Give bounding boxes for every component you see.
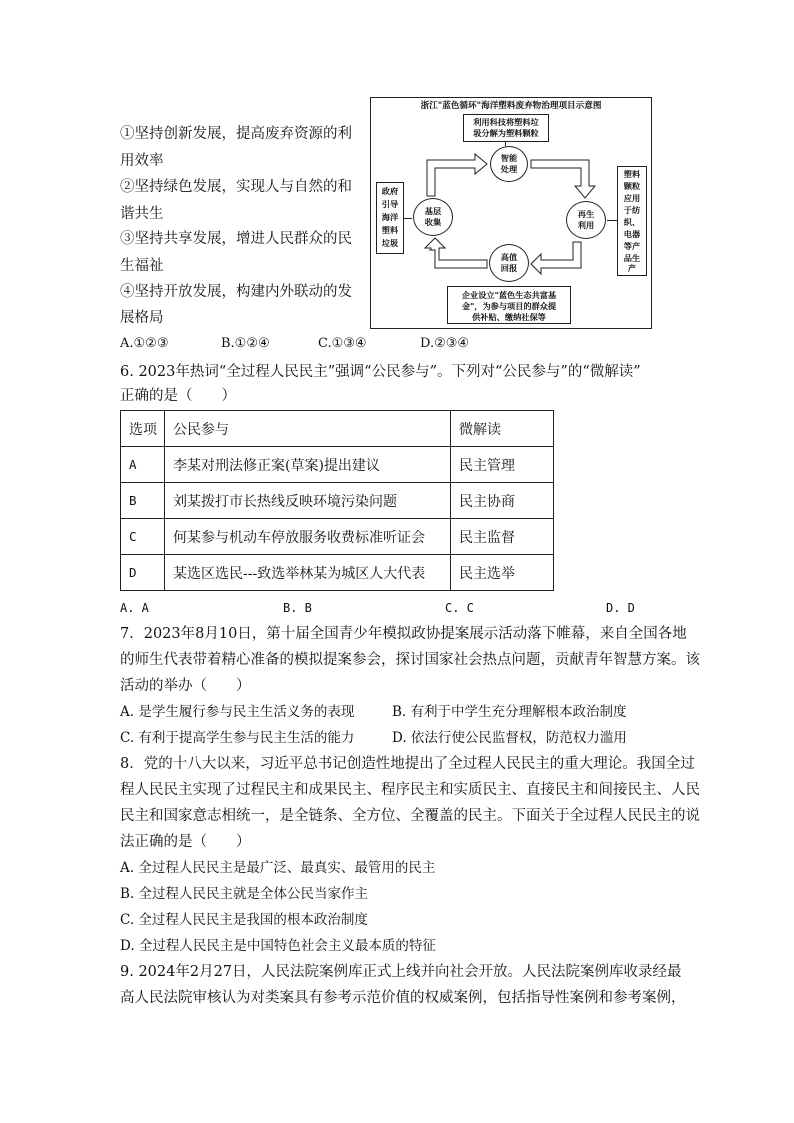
- q5-option-line-8: 展格局: [120, 310, 164, 326]
- table-header-cell: 选项: [121, 411, 165, 447]
- q7-stem-line-2: 的师生代表带着精心准备的模拟提案参会，探讨国家社会热点问题，贡献青年智慧方案。该: [120, 652, 700, 668]
- diagram-right-box-line-6: 电器: [623, 229, 641, 239]
- q5-answer-c[interactable]: C.①③④: [318, 336, 367, 351]
- q5-answer-b[interactable]: B.①②④: [221, 336, 270, 351]
- diagram-left-box-line-4: 塑料: [381, 225, 399, 235]
- q6-stem-line-1: 6. 2023年热词“全过程人民民主”强调“公民参与”。下列对“公民参与”的“微解读”: [120, 364, 641, 380]
- table-cell-interpretation: 民主选举: [451, 555, 554, 591]
- q7-option-d[interactable]: D. 依法行使公民监督权，防范权力滥用: [392, 730, 627, 746]
- diagram-left-box-line-3: 海洋: [381, 212, 399, 222]
- q8-option-b[interactable]: B. 全过程人民民主就是全体公民当家作主: [120, 886, 369, 902]
- q8-stem-line-4: 法正确的是（ ）: [120, 834, 251, 850]
- q8-option-d[interactable]: D. 全过程人民民主是中国特色社会主义最本质的特征: [120, 938, 436, 954]
- table-cell-interpretation: 民主监督: [451, 519, 554, 555]
- q8-stem-line-1: 8．党的十八大以来，习近平总书记创造性地提出了全过程人民民主的重大理论。我国全过: [120, 756, 695, 772]
- q5-option-line-4: 谐共生: [120, 206, 164, 222]
- cycle-arrows: [371, 98, 651, 328]
- diagram-right-box-line-9: 产: [627, 263, 637, 273]
- arrow-down-left: [531, 242, 581, 274]
- q5-option-line-2: 用效率: [120, 153, 164, 169]
- q5-option-line-1: ①坚持创新发展，提高废弃资源的利: [120, 126, 352, 142]
- q7-stem-line-1: 7．2023年8月10日，第十届全国青少年模拟政协提案展示活动落下帷幕，来自全国各地: [120, 626, 687, 642]
- diagram-title: 浙江"蓝色循环"海洋塑料废弃物治理项目示意图: [420, 101, 602, 111]
- table-cell-interpretation: 民主协商: [451, 483, 554, 519]
- table-cell-participation: 何某参与机动车停放服务收费标准听证会: [165, 519, 451, 555]
- diagram-right-box-line-5: 织、: [623, 217, 641, 227]
- arrow-left-up: [425, 238, 487, 268]
- q7-option-a[interactable]: A. 是学生履行参与民主生活义务的表现: [120, 704, 355, 720]
- diagram-left-box-line-5: 垃圾: [381, 238, 399, 248]
- diagram-right-box-line-7: 等产: [623, 241, 641, 251]
- table-row: [121, 555, 554, 591]
- diagram-left-box-line-2: 引导: [381, 199, 399, 209]
- diagram-right-box-line-1: 塑料: [623, 169, 641, 179]
- q5-answer-d[interactable]: D.②③④: [420, 336, 470, 351]
- q5-option-line-3: ②坚持绿色发展，实现人与自然的和: [120, 179, 352, 195]
- q8-stem-line-2: 程人民民主实现了过程民主和成果民主、程序民主和实质民主、直接民主和间接民主、人民: [120, 782, 700, 798]
- q6-stem-line-2: 正确的是（ ）: [120, 388, 236, 404]
- table-row: [121, 447, 554, 483]
- table-row: [121, 483, 554, 519]
- q5-option-line-7: ④坚持开放发展，构建内外联动的发: [120, 284, 352, 300]
- arrow-up-right: [427, 154, 487, 196]
- circle-top-line-1: 智能: [500, 153, 518, 163]
- diagram-left-box-line-1: 政府: [381, 186, 399, 196]
- q7-option-b[interactable]: B. 有利于中学生充分理解根本政治制度: [392, 704, 627, 720]
- q9-stem-line-2: 高人民法院审核认为对类案具有参考示范价值的权威案例，包括指导性案例和参考案例，: [120, 990, 686, 1006]
- circle-right-line-2: 利用: [577, 220, 595, 230]
- diagram-bottom-box-line-1: 企业设立"蓝色生态共富基: [461, 290, 557, 300]
- circle-bottom-line-1: 高值: [500, 252, 518, 262]
- circle-top-line-2: 处理: [500, 164, 518, 174]
- q5-option-line-6: 生福祉: [120, 258, 164, 274]
- diagram-right-box-line-8: 品生: [623, 253, 641, 263]
- circle-right-line-1: 再生: [577, 209, 595, 219]
- table-cell-option: A: [121, 447, 165, 483]
- q6-answer-d[interactable]: D. D: [606, 601, 635, 615]
- table-row: [121, 519, 554, 555]
- circle-left-line-1: 基层: [424, 206, 442, 216]
- q6-answer-c[interactable]: C. C: [445, 601, 474, 615]
- diagram-bottom-box-line-3: 供补贴、缴纳社保等: [472, 312, 546, 322]
- diagram-bottom-box-line-2: 金"，为参与项目的群众提: [461, 301, 557, 311]
- table-cell-option: B: [121, 483, 165, 519]
- q6-table: [120, 410, 554, 591]
- table-cell-participation: 某选区选民---致选举林某为城区人大代表: [165, 555, 451, 591]
- q8-stem-line-3: 民主和国家意志相统一，是全链条、全方位、全覆盖的民主。下面关于全过程人民民主的说: [120, 808, 700, 824]
- diagram-top-box-line-1: 利用科技将塑料垃: [473, 117, 539, 127]
- table-cell-option: D: [121, 555, 165, 591]
- table-header-row: [121, 411, 554, 447]
- diagram-top-box-line-2: 圾分解为塑料颗粒: [473, 128, 539, 138]
- arrow-right-down: [531, 160, 595, 198]
- q6-answer-b[interactable]: B. B: [283, 601, 312, 615]
- q5-answer-a[interactable]: A.①②③: [120, 336, 169, 351]
- table-header-cell: 公民参与: [165, 411, 451, 447]
- q5-option-line-5: ③坚持共享发展，增进人民群众的民: [120, 231, 352, 247]
- q7-option-c[interactable]: C. 有利于提高学生参与民主生活的能力: [120, 730, 355, 746]
- q6-answer-a[interactable]: A. A: [120, 601, 149, 615]
- diagram-right-box-line-4: 于纺: [623, 205, 641, 215]
- q9-stem-line-1: 9. 2024年2月27日，人民法院案例库正式上线并向社会开放。人民法院案例库收录经最: [120, 964, 682, 980]
- circle-bottom-line-2: 回报: [500, 263, 518, 273]
- table-cell-participation: 李某对刑法修正案(草案)提出建议: [165, 447, 451, 483]
- q8-option-c[interactable]: C. 全过程人民民主是我国的根本政治制度: [120, 912, 368, 928]
- diagram-right-box-line-2: 颗粒: [623, 181, 641, 191]
- table-header-cell: 微解读: [451, 411, 554, 447]
- circle-left-line-2: 收集: [424, 217, 442, 227]
- table-cell-interpretation: 民主管理: [451, 447, 554, 483]
- table-cell-participation: 刘某拨打市长热线反映环境污染问题: [165, 483, 451, 519]
- table-cell-option: C: [121, 519, 165, 555]
- q7-stem-line-3: 活动的举办（ ）: [120, 678, 251, 694]
- q8-option-a[interactable]: A. 全过程人民民主是最广泛、最真实、最管用的民主: [120, 860, 436, 876]
- diagram-right-box-line-3: 应用: [623, 193, 641, 203]
- recycling-diagram: [370, 97, 652, 329]
